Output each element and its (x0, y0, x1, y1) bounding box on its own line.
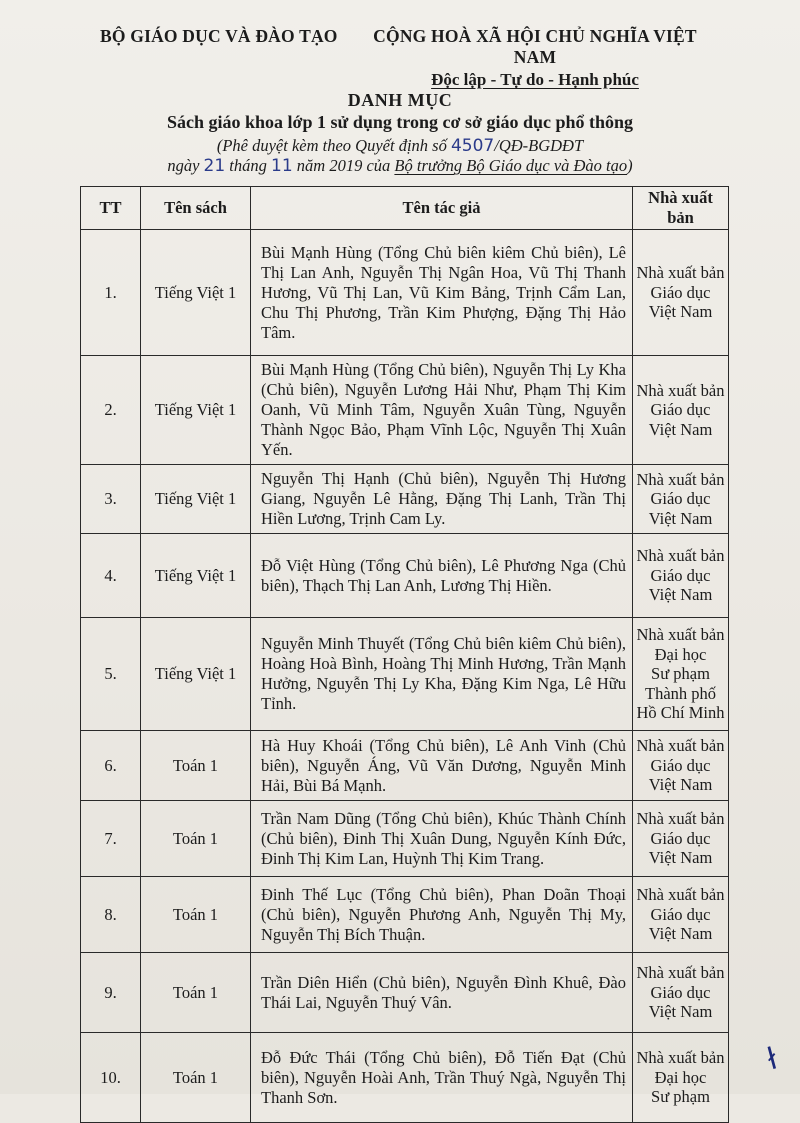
row-number: 7. (81, 801, 141, 877)
publisher-line: Sư phạm (651, 664, 710, 684)
national-motto: Độc lập - Tự do - Hạnh phúc (431, 70, 639, 89)
publisher-line: Việt Nam (648, 419, 713, 439)
book-name: Tiếng Việt 1 (141, 618, 251, 731)
row-number: 2. (81, 356, 141, 465)
decision-day: 21 (203, 156, 226, 176)
publisher-cell (633, 534, 729, 618)
publisher-line: Giáo dục (650, 489, 711, 509)
publisher-line: Giáo dục (650, 755, 711, 775)
publisher-line: Đại học (654, 644, 707, 664)
publisher-line: Nhà xuất bản (636, 963, 725, 983)
publisher-cell (633, 953, 729, 1033)
approval-prefix: (Phê duyệt kèm theo Quyết định số (216, 136, 451, 155)
publisher-line: Việt Nam (648, 848, 713, 868)
table-row (81, 356, 729, 465)
author-list: Bùi Mạnh Hùng (Tổng Chủ biên kiêm Chủ biên), Lê Thị Lan Anh, Nguyễn Thị Ngân Hoa, Vũ Thị Thanh Hương, Vũ Thị Lan, Vũ Kim Bảng, Trịnh Cẩm Lan, Chu Thị Phương, Trần Kim Phượng, Đặng Thị Hảo Tâm. (251, 230, 633, 356)
publisher-line: Sư phạm (651, 1087, 710, 1107)
publisher-line: Nhà xuất bản (636, 546, 725, 566)
publisher-line: Giáo dục (650, 828, 711, 848)
book-name: Toán 1 (141, 953, 251, 1033)
approval-close: ) (627, 156, 633, 175)
table-body (81, 230, 729, 1123)
publisher-line: Nhà xuất bản (636, 809, 725, 829)
publisher-cell (633, 1033, 729, 1123)
book-name: Toán 1 (141, 801, 251, 877)
col-header-publisher: Nhà xuất bản (633, 187, 729, 230)
author-list: Đỗ Đức Thái (Tổng Chủ biên), Đỗ Tiến Đạt (Chủ biên), Nguyễn Hoài Anh, Trần Thuý Ngà, Nguyễn Thị Thanh Sơn. (251, 1033, 633, 1123)
publisher-line: Việt Nam (648, 775, 713, 795)
ministry-name: BỘ GIÁO DỤC VÀ ĐÀO TẠO (100, 26, 338, 46)
decision-number: 4507 (450, 136, 495, 156)
decision-month: 11 (271, 156, 293, 176)
col-header-authors: Tên tác giả (251, 187, 633, 230)
table-row (81, 534, 729, 618)
publisher-cell (633, 877, 729, 953)
publisher-line: Giáo dục (650, 565, 711, 585)
author-list: Hà Huy Khoái (Tổng Chủ biên), Lê Anh Vinh (Chủ biên), Nguyễn Áng, Vũ Văn Dương, Nguyễn Minh Hải, Bùi Bá Mạnh. (251, 731, 633, 801)
table-row (81, 1033, 729, 1123)
publisher-cell (633, 618, 729, 731)
row-number: 4. (81, 534, 141, 618)
row-number: 3. (81, 465, 141, 534)
row-number: 9. (81, 953, 141, 1033)
book-name: Tiếng Việt 1 (141, 534, 251, 618)
table-row (81, 953, 729, 1033)
approval-line-2 (0, 156, 800, 176)
publisher-cell (633, 230, 729, 356)
author-list: Bùi Mạnh Hùng (Tổng Chủ biên), Nguyễn Thị Ly Kha (Chủ biên), Nguyễn Lương Hải Như, Phạm Thị Kim Oanh, Vũ Minh Tâm, Nguyễn Xuân Tùng, Nguyễn Thành Ngọc Bảo, Phạm Vĩnh Lộc, Nguyễn Thị Xuân Yến. (251, 356, 633, 465)
table-row (81, 618, 729, 731)
author-list: Trần Diên Hiển (Chủ biên), Nguyễn Đình Khuê, Đào Thái Lai, Nguyễn Thuý Vân. (251, 953, 633, 1033)
row-number: 10. (81, 1033, 141, 1123)
table-row (81, 465, 729, 534)
row-number: 1. (81, 230, 141, 356)
col-header-book-name: Tên sách (141, 187, 251, 230)
textbook-table (80, 186, 729, 1123)
publisher-line: Việt Nam (648, 508, 713, 528)
book-name: Tiếng Việt 1 (141, 356, 251, 465)
row-number: 5. (81, 618, 141, 731)
approval-line-1 (0, 136, 800, 156)
publisher-line: Nhà xuất bản (636, 263, 725, 283)
year-text: năm 2019 của (292, 156, 395, 175)
national-header (360, 26, 710, 90)
publisher-line: Thành phố (644, 683, 717, 703)
book-name: Toán 1 (141, 877, 251, 953)
row-number: 6. (81, 731, 141, 801)
table-row (81, 230, 729, 356)
publisher-line: Việt Nam (648, 302, 713, 322)
publisher-line: Việt Nam (648, 585, 713, 605)
publisher-line: Giáo dục (650, 282, 711, 302)
publisher-cell (633, 356, 729, 465)
author-list: Nguyễn Thị Hạnh (Chủ biên), Nguyễn Thị Hương Giang, Nguyễn Lê Hằng, Đặng Thị Lanh, Trần Thị Hiền Lương, Trịnh Cam Ly. (251, 465, 633, 534)
publisher-cell (633, 731, 729, 801)
publisher-line: Hồ Chí Minh (636, 703, 725, 723)
book-name: Toán 1 (141, 1033, 251, 1123)
table-row (81, 877, 729, 953)
publisher-cell (633, 801, 729, 877)
issuer-name: Bộ trưởng Bộ Giáo dục và Đào tạo (394, 156, 628, 175)
publisher-line: Đại học (654, 1067, 707, 1087)
table-row (81, 731, 729, 801)
handwritten-initial-mark: ł (763, 1041, 781, 1078)
col-header-tt: TT (81, 187, 141, 230)
publisher-line: Nhà xuất bản (636, 625, 725, 645)
publisher-line: Nhà xuất bản (636, 469, 725, 489)
publisher-line: Giáo dục (650, 904, 711, 924)
publisher-line: Giáo dục (650, 982, 711, 1002)
decision-suffix: /QĐ-BGDĐT (494, 136, 584, 155)
author-list: Nguyễn Minh Thuyết (Tổng Chủ biên kiêm Chủ biên), Hoàng Hoà Bình, Hoàng Thị Minh Hương, Trần Mạnh Hưởng, Nguyễn Thị Ly Kha, Đặng Kim Nga, Lê Hữu Tỉnh. (251, 618, 633, 731)
publisher-line: Giáo dục (650, 400, 711, 420)
approval-note (0, 136, 800, 176)
table-header-row (81, 187, 729, 230)
publisher-line: Việt Nam (648, 1002, 713, 1022)
publisher-line: Nhà xuất bản (636, 380, 725, 400)
publisher-line: Nhà xuất bản (636, 1048, 725, 1068)
date-prefix: ngày (167, 156, 204, 175)
month-word: tháng (225, 156, 272, 175)
book-name: Toán 1 (141, 731, 251, 801)
row-number: 8. (81, 877, 141, 953)
author-list: Đỗ Việt Hùng (Tổng Chủ biên), Lê Phương Nga (Chủ biên), Thạch Thị Lan Anh, Lương Thị Hiền. (251, 534, 633, 618)
publisher-line: Nhà xuất bản (636, 885, 725, 905)
publisher-line: Nhà xuất bản (636, 736, 725, 756)
country-name: CỘNG HOÀ XÃ HỘI CHỦ NGHĨA VIỆT NAM (373, 26, 697, 67)
table-row (81, 801, 729, 877)
publisher-line: Việt Nam (648, 924, 713, 944)
book-name: Tiếng Việt 1 (141, 230, 251, 356)
document-title: DANH MỤC (347, 90, 453, 110)
book-name: Tiếng Việt 1 (141, 465, 251, 534)
document-subtitle: Sách giáo khoa lớp 1 sử dụng trong cơ sở giáo dục phổ thông (167, 112, 633, 132)
author-list: Trần Nam Dũng (Tổng Chủ biên), Khúc Thành Chính (Chủ biên), Đinh Thị Xuân Dung, Nguyễn Kính Đức, Đinh Thị Kim Lan, Huỳnh Thị Kim Trang. (251, 801, 633, 877)
publisher-cell (633, 465, 729, 534)
author-list: Đinh Thế Lục (Tổng Chủ biên), Phan Doãn Thoại (Chủ biên), Nguyễn Phương Anh, Nguyễn Thị My, Nguyễn Thị Bích Thuận. (251, 877, 633, 953)
